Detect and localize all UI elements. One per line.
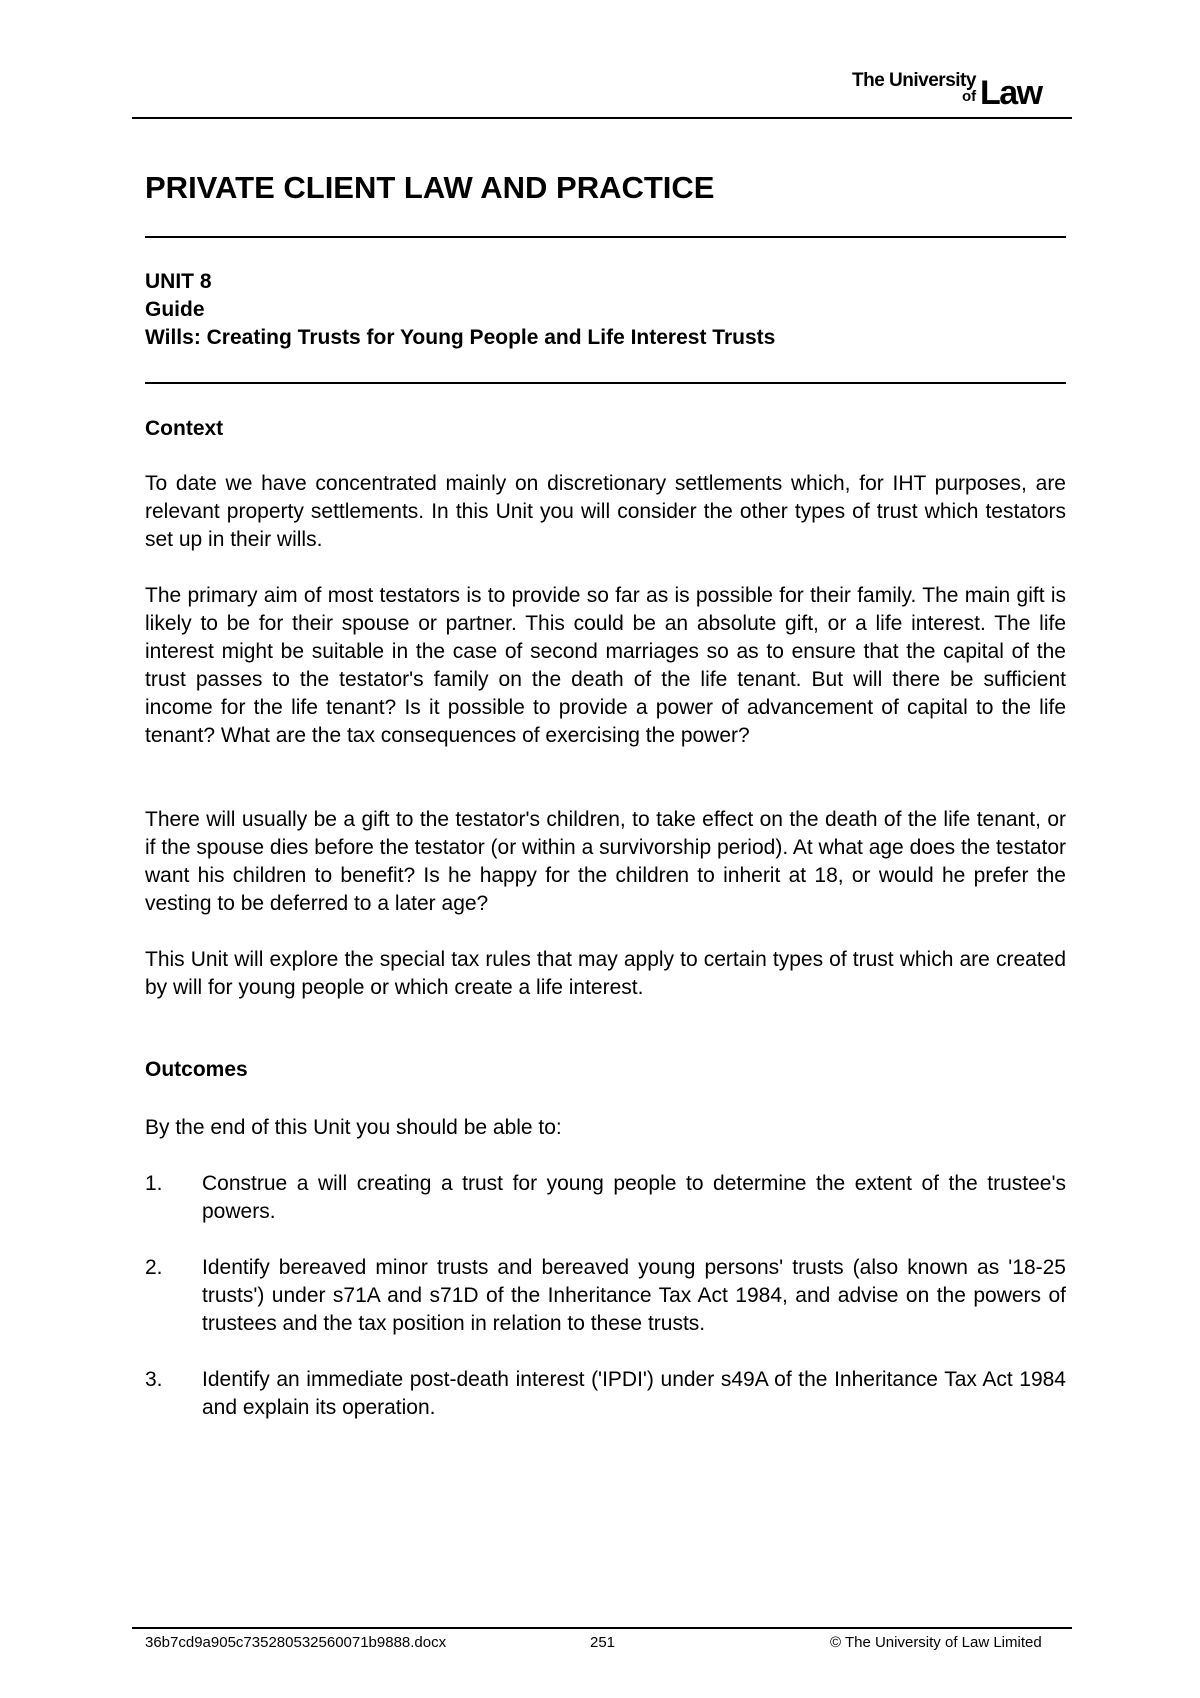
unit-type: Guide	[145, 298, 205, 321]
unit-info	[145, 268, 775, 352]
outcome-text: Construe a will creating a trust for young people to determine the extent of the trustee's powers.	[202, 1172, 1066, 1223]
outcome-number: 1.	[145, 1172, 163, 1195]
outcome-text: Identify an immediate post-death interest ('IPDI') under s49A of the Inheritance Tax Act 1984 and explain its operation.	[202, 1368, 1066, 1419]
outcome-number: 3.	[145, 1368, 163, 1391]
outcomes-heading: Outcomes	[145, 1058, 248, 1081]
header-divider	[132, 117, 1072, 119]
footer-divider	[132, 1627, 1072, 1629]
footer-page-number: 251	[590, 1634, 616, 1651]
unit-divider	[145, 382, 1066, 384]
context-heading: Context	[145, 417, 224, 440]
outcome-text: Identify bereaved minor trusts and bereaved young persons' trusts (also known as '18-25 trusts') under s71A and s71D of the Inheritance Tax Act 1984, and advise on the powers of trustees and the tax position in relation to these trusts.	[202, 1256, 1066, 1335]
context-paragraph-1: To date we have concentrated mainly on discretionary settlements which, for IHT purposes, are relevant property settlements. In this Unit you will consider the other types of trust which testators set up in their wills.	[145, 472, 1066, 551]
context-paragraph-4: This Unit will explore the special tax rules that may apply to certain types of trust which are created by will for young people or which create a life interest.	[145, 948, 1066, 999]
logo-of: of	[962, 88, 977, 105]
logo-law: Law	[980, 74, 1042, 112]
outcomes-intro: By the end of this Unit you should be able to:	[145, 1116, 562, 1139]
footer-filename: 36b7cd9a905c735280532560071b9888.docx	[145, 1634, 447, 1651]
footer-copyright: © The University of Law Limited	[830, 1634, 1042, 1651]
outcome-number: 2.	[145, 1256, 163, 1279]
unit-subject: Wills: Creating Trusts for Young People and Life Interest Trusts	[145, 326, 776, 349]
context-paragraph-2: The primary aim of most testators is to provide so far as is possible for their family. The main gift is likely to be for their spouse or partner. This could be an absolute gift, or a life interest. The life interest might be suitable in the case of second marriages so as to ensure that the capital of the trust passes to the testator's family on the death of the life tenant. But will there be sufficient income for the life tenant? Is it possible to provide a power of advancement of capital to the life tenant? What are the tax consequences of exercising the power?	[145, 584, 1066, 747]
university-logo	[852, 66, 1062, 112]
unit-number: UNIT 8	[145, 270, 212, 293]
title-divider	[145, 236, 1066, 238]
context-paragraph-3: There will usually be a gift to the testator's children, to take effect on the death of the life tenant, or if the spouse dies before the testator (or within a survivorship period). At what age does the testator want his children to benefit? Is he happy for the children to inherit at 18, or would he prefer the vesting to be deferred to a later age?	[145, 808, 1067, 915]
logo-line-1: The University	[852, 70, 976, 91]
document-title: PRIVATE CLIENT LAW AND PRACTICE	[145, 170, 715, 205]
